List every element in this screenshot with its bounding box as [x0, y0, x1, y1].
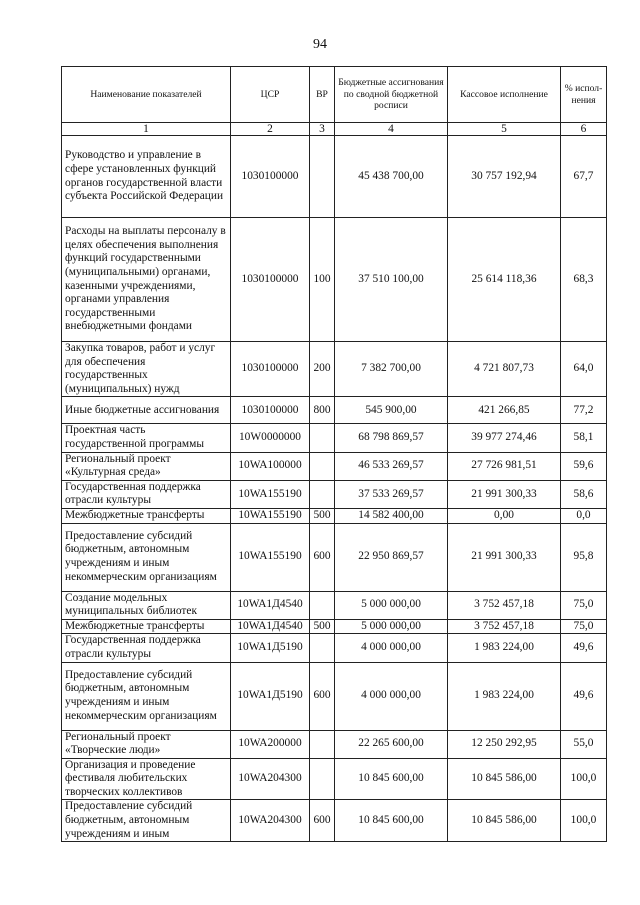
row-name: Межбюджетные трансферты: [62, 619, 231, 634]
row-csr: 1030100000: [231, 397, 310, 424]
table-row: [62, 480, 607, 508]
row-csr: 1030100000: [231, 136, 310, 218]
row-cash: 0,00: [448, 508, 561, 523]
header-name: Наименование показателей: [62, 67, 231, 123]
row-budget: 10 845 600,00: [335, 800, 448, 842]
row-name: Создание модельных муниципальных библиотек: [62, 591, 231, 619]
row-cash: 3 752 457,18: [448, 591, 561, 619]
row-name: Межбюджетные трансферты: [62, 508, 231, 523]
row-cash: 1 983 224,00: [448, 662, 561, 730]
row-percent: 67,7: [561, 136, 607, 218]
row-name: Государственная поддержка отрасли культуры: [62, 634, 231, 662]
row-vr: [310, 480, 335, 508]
row-vr: 600: [310, 800, 335, 842]
row-percent: 49,6: [561, 662, 607, 730]
row-cash: 10 845 586,00: [448, 758, 561, 800]
table-row: [62, 619, 607, 634]
row-budget: 22 265 600,00: [335, 730, 448, 758]
row-budget: 5 000 000,00: [335, 619, 448, 634]
row-cash: 25 614 118,36: [448, 218, 561, 342]
row-percent: 0,0: [561, 508, 607, 523]
column-number: 3: [310, 123, 335, 136]
table-row: [62, 452, 607, 480]
row-csr: 1030100000: [231, 342, 310, 397]
table-row: [62, 662, 607, 730]
row-csr: 10WA1Д5190: [231, 662, 310, 730]
row-budget: 37 533 269,57: [335, 480, 448, 508]
table-row: [62, 523, 607, 591]
header-budget: Бюджетные ассигнования по сводной бюджетной росписи: [335, 67, 448, 123]
row-name: Организация и проведение фестиваля любительских творческих коллективов: [62, 758, 231, 800]
row-name: Проектная часть государственной программы: [62, 424, 231, 452]
row-csr: 10WA100000: [231, 452, 310, 480]
table-row: [62, 218, 607, 342]
row-budget: 10 845 600,00: [335, 758, 448, 800]
row-budget: 545 900,00: [335, 397, 448, 424]
column-number: 6: [561, 123, 607, 136]
row-vr: 500: [310, 508, 335, 523]
header-row: [62, 67, 607, 123]
row-budget: 22 950 869,57: [335, 523, 448, 591]
row-cash: 21 991 300,33: [448, 523, 561, 591]
row-csr: 10WA1Д4540: [231, 591, 310, 619]
row-percent: 75,0: [561, 591, 607, 619]
column-number: 2: [231, 123, 310, 136]
row-budget: 4 000 000,00: [335, 634, 448, 662]
row-vr: 600: [310, 523, 335, 591]
row-budget: 14 582 400,00: [335, 508, 448, 523]
row-name: Закупка товаров, работ и услуг для обеспечения государственных (муниципальных) нужд: [62, 342, 231, 397]
row-budget: 4 000 000,00: [335, 662, 448, 730]
row-percent: 100,0: [561, 800, 607, 842]
page-number: 94: [313, 37, 327, 52]
row-percent: 58,6: [561, 480, 607, 508]
row-cash: 1 983 224,00: [448, 634, 561, 662]
budget-execution-table: [61, 66, 607, 842]
row-cash: 12 250 292,95: [448, 730, 561, 758]
row-name: Предоставление субсидий бюджетным, автономным учреждениям и иным некоммерческим организациям: [62, 662, 231, 730]
row-cash: 27 726 981,51: [448, 452, 561, 480]
row-csr: 10WA1Д4540: [231, 619, 310, 634]
table-row: [62, 730, 607, 758]
table-row: [62, 424, 607, 452]
header-csr: ЦСР: [231, 67, 310, 123]
row-cash: 421 266,85: [448, 397, 561, 424]
column-number: 5: [448, 123, 561, 136]
column-number: 4: [335, 123, 448, 136]
row-csr: 10WA200000: [231, 730, 310, 758]
row-vr: [310, 634, 335, 662]
row-budget: 46 533 269,57: [335, 452, 448, 480]
row-budget: 7 382 700,00: [335, 342, 448, 397]
row-budget: 68 798 869,57: [335, 424, 448, 452]
row-cash: 4 721 807,73: [448, 342, 561, 397]
row-percent: 100,0: [561, 758, 607, 800]
header-cash: Кассовое исполнение: [448, 67, 561, 123]
row-vr: 200: [310, 342, 335, 397]
column-number-row: [62, 123, 607, 136]
row-percent: 95,8: [561, 523, 607, 591]
header-percent: % испол-нения: [561, 67, 607, 123]
row-csr: 10WA155190: [231, 523, 310, 591]
row-vr: [310, 758, 335, 800]
row-csr: 10W0000000: [231, 424, 310, 452]
row-csr: 10WA155190: [231, 508, 310, 523]
row-cash: 10 845 586,00: [448, 800, 561, 842]
row-budget: 45 438 700,00: [335, 136, 448, 218]
row-csr: 10WA155190: [231, 480, 310, 508]
row-budget: 37 510 100,00: [335, 218, 448, 342]
row-vr: [310, 136, 335, 218]
row-vr: [310, 591, 335, 619]
row-name: Региональный проект «Творческие люди»: [62, 730, 231, 758]
row-csr: 10WA204300: [231, 800, 310, 842]
row-budget: 5 000 000,00: [335, 591, 448, 619]
row-percent: 59,6: [561, 452, 607, 480]
row-vr: 100: [310, 218, 335, 342]
row-cash: 39 977 274,46: [448, 424, 561, 452]
table-row: [62, 397, 607, 424]
row-csr: 1030100000: [231, 218, 310, 342]
row-cash: 21 991 300,33: [448, 480, 561, 508]
row-name: Расходы на выплаты персоналу в целях обеспечения выполнения функций государственными (муниципальными) органами, казенными учреждениями, органами управления государственными внебюджетными фондами: [62, 218, 231, 342]
row-vr: 800: [310, 397, 335, 424]
row-name: Руководство и управление в сфере установленных функций органов государственной власти субъекта Российской Федерации: [62, 136, 231, 218]
table-row: [62, 591, 607, 619]
row-percent: 49,6: [561, 634, 607, 662]
row-cash: 30 757 192,94: [448, 136, 561, 218]
column-number: 1: [62, 123, 231, 136]
row-percent: 77,2: [561, 397, 607, 424]
table-row: [62, 800, 607, 842]
row-percent: 64,0: [561, 342, 607, 397]
row-vr: [310, 730, 335, 758]
row-name: Государственная поддержка отрасли культуры: [62, 480, 231, 508]
table-row: [62, 758, 607, 800]
row-percent: 55,0: [561, 730, 607, 758]
row-csr: 10WA1Д5190: [231, 634, 310, 662]
row-name: Региональный проект «Культурная среда»: [62, 452, 231, 480]
row-cash: 3 752 457,18: [448, 619, 561, 634]
row-name: Иные бюджетные ассигнования: [62, 397, 231, 424]
table-row: [62, 508, 607, 523]
row-vr: [310, 424, 335, 452]
row-name: Предоставление субсидий бюджетным, автономным учреждениям и иным: [62, 800, 231, 842]
row-vr: 600: [310, 662, 335, 730]
table-row: [62, 342, 607, 397]
row-percent: 68,3: [561, 218, 607, 342]
row-name: Предоставление субсидий бюджетным, автономным учреждениям и иным некоммерческим организациям: [62, 523, 231, 591]
header-vr: ВР: [310, 67, 335, 123]
table-row: [62, 136, 607, 218]
table-row: [62, 634, 607, 662]
row-percent: 75,0: [561, 619, 607, 634]
row-vr: [310, 452, 335, 480]
row-csr: 10WA204300: [231, 758, 310, 800]
row-vr: 500: [310, 619, 335, 634]
row-percent: 58,1: [561, 424, 607, 452]
